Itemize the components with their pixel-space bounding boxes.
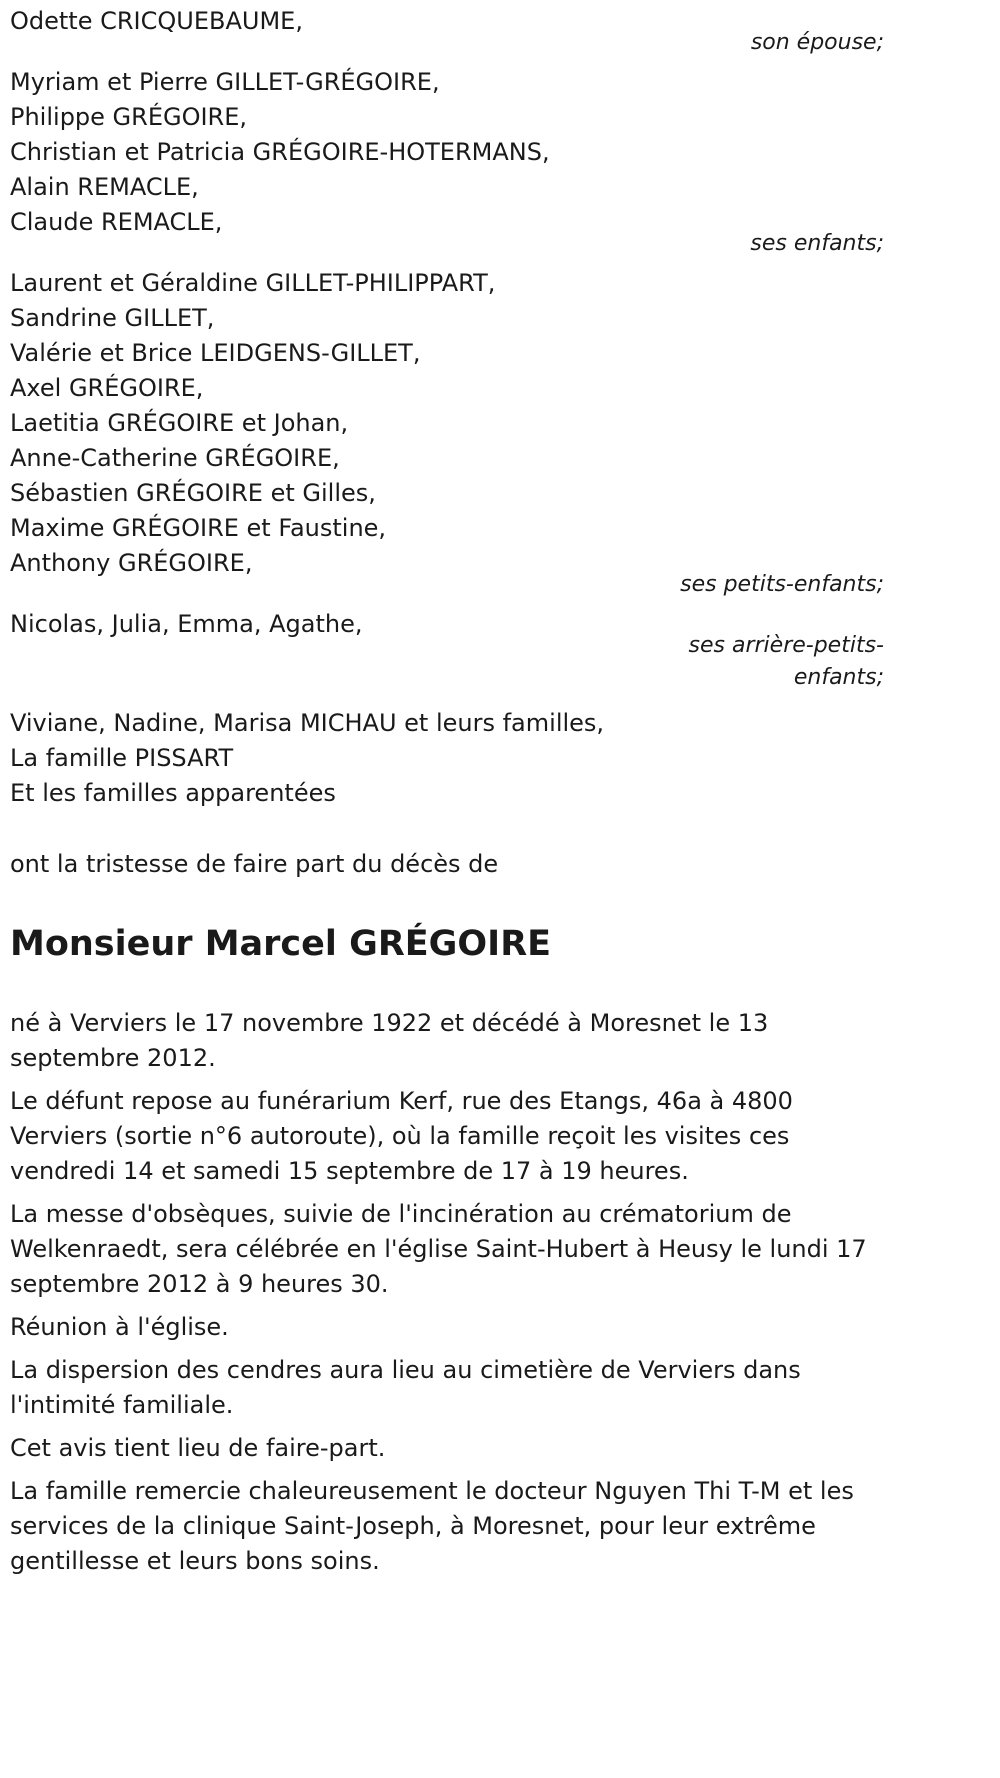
- child-name: Claude REMACLE,: [10, 208, 223, 236]
- announcement-intro: ont la tristesse de faire part du décès de: [10, 850, 499, 878]
- spouse-group: [10, 4, 900, 65]
- relative-line: La famille PISSART: [10, 744, 234, 772]
- relative-line: Et les familles apparentées: [10, 779, 336, 807]
- grandchild-name: Sandrine GILLET,: [10, 304, 215, 332]
- relative-line: Viviane, Nadine, Marisa MICHAU et leurs familles,: [10, 709, 605, 737]
- spouse-role: son épouse;: [750, 30, 884, 55]
- grandchild-name: Laetitia GRÉGOIRE et Johan,: [10, 409, 349, 437]
- child-name: Christian et Patricia GRÉGOIRE-HOTERMANS,: [10, 138, 550, 166]
- grandchild-name: Valérie et Brice LEIDGENS-GILLET,: [10, 339, 421, 367]
- ashes-paragraph: La dispersion des cendres aura lieu au cimetière de Verviers dans l'intimité familiale.: [10, 1356, 801, 1419]
- grandchild-name: Sébastien GRÉGOIRE et Gilles,: [10, 479, 376, 507]
- great-grandchildren-group: [10, 607, 900, 694]
- birth-death-paragraph: né à Verviers le 17 novembre 1922 et décédé à Moresnet le 13 septembre 2012.: [10, 1009, 769, 1072]
- great-grandchildren-role-line: enfants;: [793, 665, 884, 690]
- spouse-name: Odette CRICQUEBAUME,: [10, 7, 303, 35]
- child-name: Philippe GRÉGOIRE,: [10, 103, 248, 131]
- great-grandchildren-role-line: ses arrière-petits-: [688, 633, 884, 658]
- thanks-paragraph: La famille remercie chaleureusement le docteur Nguyen Thi T-M et les services de la clinique Saint-Joseph, à Moresnet, pour leur extrême gentillesse et leurs bons soins.: [10, 1477, 854, 1575]
- gathering-paragraph: Réunion à l'église.: [10, 1313, 229, 1341]
- grandchild-name: Anthony GRÉGOIRE,: [10, 549, 253, 577]
- grandchild-name: Anne-Catherine GRÉGOIRE,: [10, 444, 340, 472]
- child-name: Alain REMACLE,: [10, 173, 199, 201]
- grandchild-name: Axel GRÉGOIRE,: [10, 374, 204, 402]
- grandchild-name: Maxime GRÉGOIRE et Faustine,: [10, 514, 387, 542]
- funeral-home-paragraph: Le défunt repose au funérarium Kerf, rue des Etangs, 46a à 4800 Verviers (sortie n°6 autoroute), où la famille reçoit les visites ces vendredi 14 et samedi 15 septembre de 17 à 19 heures.: [10, 1087, 793, 1185]
- mass-paragraph: La messe d'obsèques, suivie de l'incinération au crématorium de Welkenraedt, sera célébrée en l'église Saint-Hubert à Heusy le lundi 17 septembre 2012 à 9 heures 30.: [10, 1200, 867, 1298]
- grandchildren-role: ses petits-enfants;: [680, 572, 884, 597]
- deceased-name: Monsieur Marcel GRÉGOIRE: [10, 924, 552, 964]
- other-relatives: [10, 706, 900, 811]
- children-group: [10, 65, 900, 266]
- grandchildren-group: [10, 266, 900, 607]
- great-grandchild-names: Nicolas, Julia, Emma, Agathe,: [10, 610, 363, 638]
- notice-paragraph: Cet avis tient lieu de faire-part.: [10, 1434, 386, 1462]
- grandchild-name: Laurent et Géraldine GILLET-PHILIPPART,: [10, 269, 496, 297]
- children-role: ses enfants;: [750, 231, 884, 256]
- child-name: Myriam et Pierre GILLET-GRÉGOIRE,: [10, 68, 440, 96]
